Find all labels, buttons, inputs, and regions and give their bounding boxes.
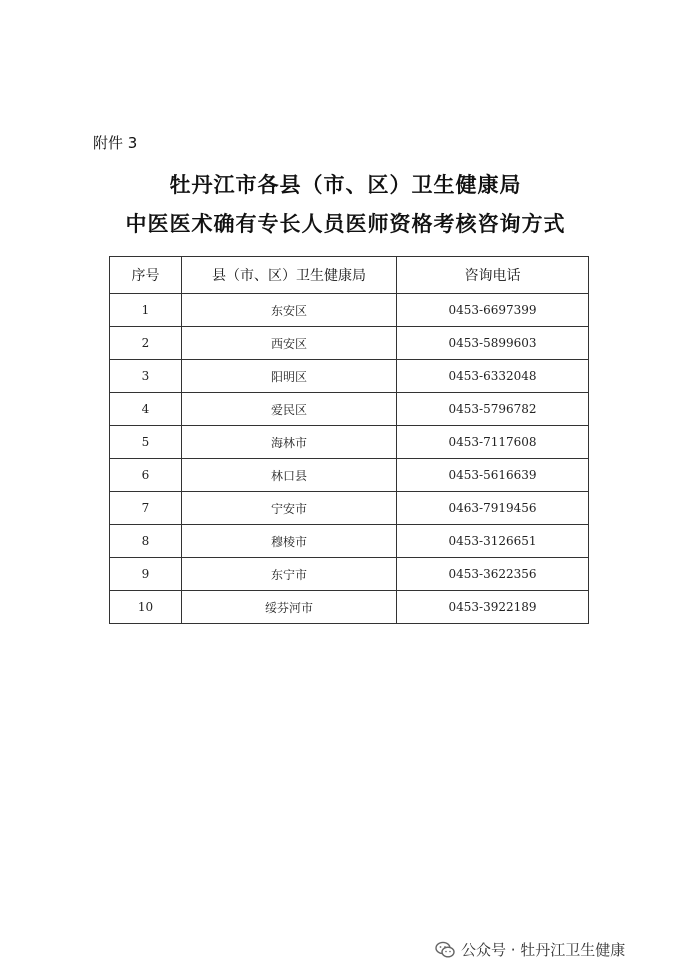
- table-row: [110, 558, 589, 591]
- wechat-icon: [435, 941, 455, 959]
- row-phone: 0453-3922189: [397, 591, 589, 624]
- row-phone: 0463-7919456: [397, 492, 589, 525]
- row-phone: 0453-5616639: [397, 459, 589, 492]
- row-number: 6: [110, 459, 182, 492]
- table-row: [110, 327, 589, 360]
- row-district: 西安区: [182, 327, 397, 360]
- row-phone: 0453-5899603: [397, 327, 589, 360]
- table-row: [110, 426, 589, 459]
- row-phone: 0453-6697399: [397, 294, 589, 327]
- row-phone: 0453-5796782: [397, 393, 589, 426]
- row-number: 10: [110, 591, 182, 624]
- table-row: [110, 393, 589, 426]
- header-district: 县（市、区）卫生健康局: [182, 257, 397, 294]
- header-phone: 咨询电话: [397, 257, 589, 294]
- row-number: 2: [110, 327, 182, 360]
- row-phone: 0453-3622356: [397, 558, 589, 591]
- row-district: 东宁市: [182, 558, 397, 591]
- row-district: 阳明区: [182, 360, 397, 393]
- row-district: 林口县: [182, 459, 397, 492]
- row-number: 8: [110, 525, 182, 558]
- row-district: 东安区: [182, 294, 397, 327]
- row-district: 海林市: [182, 426, 397, 459]
- consultation-table: [109, 256, 589, 624]
- table-row: [110, 294, 589, 327]
- row-district: 绥芬河市: [182, 591, 397, 624]
- row-number: 5: [110, 426, 182, 459]
- table-row: [110, 591, 589, 624]
- table-row: [110, 459, 589, 492]
- table-row: [110, 525, 589, 558]
- table-header-row: [110, 257, 589, 294]
- header-number: 序号: [110, 257, 182, 294]
- row-number: 1: [110, 294, 182, 327]
- row-number: 4: [110, 393, 182, 426]
- row-number: 7: [110, 492, 182, 525]
- row-district: 穆棱市: [182, 525, 397, 558]
- row-phone: 0453-3126651: [397, 525, 589, 558]
- document-title-line1: 牡丹江市各县（市、区）卫生健康局: [169, 172, 522, 197]
- table-row: [110, 492, 589, 525]
- row-number: 3: [110, 360, 182, 393]
- row-phone: 0453-7117608: [397, 426, 589, 459]
- footer-watermark: [435, 939, 625, 960]
- table-row: [110, 360, 589, 393]
- document-title-line2: 中医医术确有专长人员医师资格考核咨询方式: [125, 211, 566, 236]
- row-number: 9: [110, 558, 182, 591]
- row-phone: 0453-6332048: [397, 360, 589, 393]
- attachment-label: 附件 3: [93, 134, 138, 152]
- row-district: 宁安市: [182, 492, 397, 525]
- footer-text: 公众号 · 牡丹江卫生健康: [461, 941, 626, 959]
- row-district: 爱民区: [182, 393, 397, 426]
